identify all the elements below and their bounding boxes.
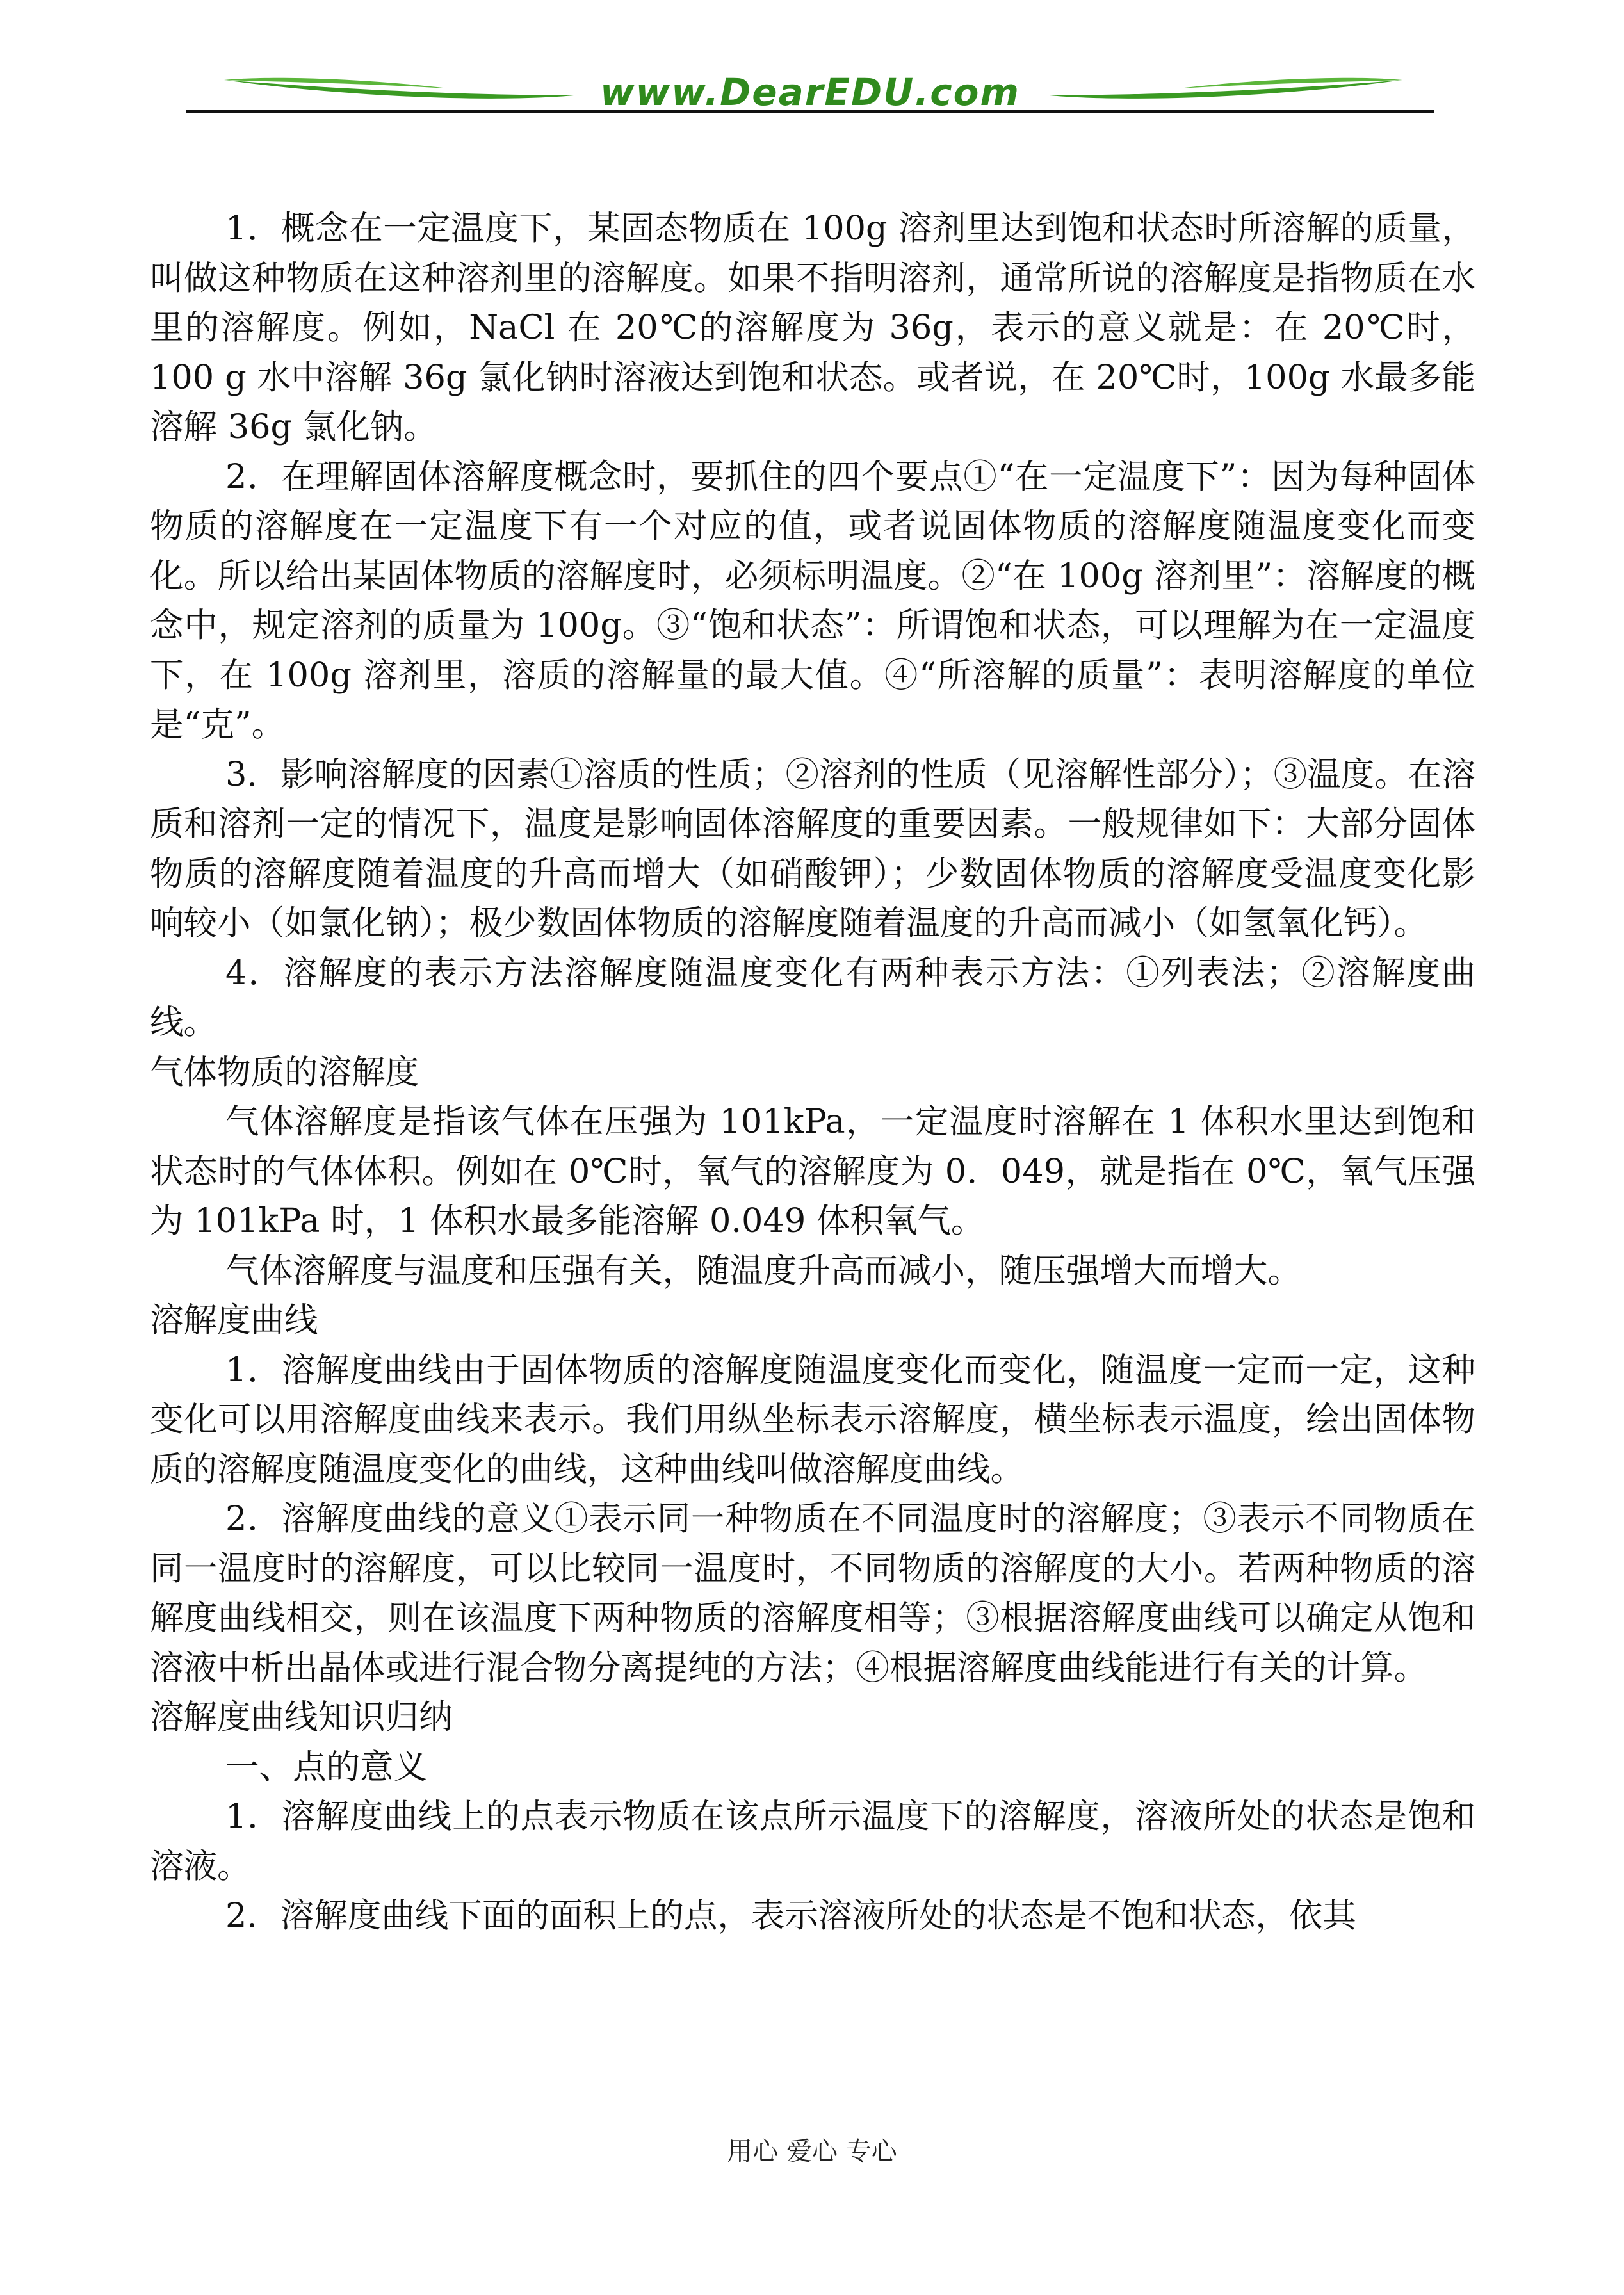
paragraph: 2．在理解固体溶解度概念时，要抓住的四个要点①“在一定温度下”：因为每种固体物质的溶解度在一定温度下有一个对应的值，或者说固体物质的溶解度随温度变化而变化。所以给出某固体物质的溶解度时，必须标明温度。②“在 100g 溶剂里”：溶解度的概念中，规定溶剂的质量为 100g。③“饱和状态”：所谓饱和状态，可以理解为在一定温度下，在 100g 溶剂里，溶质的溶解量的最大值。④“所溶解的质量”：表明溶解度的单位是“克”。: [150, 457, 1475, 744]
paragraph: 4．溶解度的表示方法溶解度随温度变化有两种表示方法：①列表法；②溶解度曲线。: [150, 953, 1475, 1042]
section-heading: 气体物质的溶解度: [150, 1052, 419, 1092]
section-heading: 溶解度曲线: [150, 1301, 318, 1340]
site-logo-text: www.DearEDU.com: [600, 70, 1020, 114]
paragraph: 气体溶解度与温度和压强有关，随温度升高而减小，随压强增大而增大。: [225, 1251, 1302, 1290]
paragraph: 1．溶解度曲线由于固体物质的溶解度随温度变化而变化，随温度一定而一定，这种变化可以用溶解度曲线来表示。我们用纵坐标表示溶解度，横坐标表示温度，绘出固体物质的溶解度随温度变化的曲线，这种曲线叫做溶解度曲线。: [150, 1350, 1475, 1489]
paragraph: 一、点的意义: [225, 1747, 428, 1787]
paragraph: 2．溶解度曲线下面的面积上的点，表示溶液所处的状态是不饱和状态，依其: [225, 1896, 1356, 1935]
left-swoosh: [224, 80, 580, 99]
page-header: [0, 0, 1624, 128]
paragraph: 3．影响溶解度的因素①溶质的性质；②溶剂的性质（见溶解性部分）；③温度。在溶质和溶剂一定的情况下，温度是影响固体溶解度的重要因素。一般规律如下：大部分固体物质的溶解度随着温度的升高而增大（如硝酸钾）；少数固体物质的溶解度受温度变化影响较小（如氯化钠）；极少数固体物质的溶解度随着温度的升高而减小（如氢氧化钙）。: [150, 754, 1475, 943]
section-heading: 溶解度曲线知识归纳: [150, 1698, 453, 1737]
document-body: [150, 204, 1475, 1941]
paragraph: 2．溶解度曲线的意义①表示同一种物质在不同温度时的溶解度；③表示不同物质在同一温度时的溶解度，可以比较同一温度时，不同物质的溶解度的大小。若两种物质的溶解度曲线相交，则在该温度下两种物质的溶解度相等；③根据溶解度曲线可以确定从饱和溶液中析出晶体或进行混合物分离提纯的方法；④根据溶解度曲线能进行有关的计算。: [150, 1499, 1475, 1687]
paragraph: 1．溶解度曲线上的点表示物质在该点所示温度下的溶解度，溶液所处的状态是饱和溶液。: [150, 1797, 1475, 1886]
paragraph: 1．概念在一定温度下，某固态物质在 100g 溶剂里达到饱和状态时所溶解的质量，叫做这种物质在这种溶剂里的溶解度。如果不指明溶剂，通常所说的溶解度是指物质在水里的溶解度。例如，NaCl 在 20℃的溶解度为 36g，表示的意义就是：在 20℃时，100 g 水中溶解 36g 氯化钠时溶液达到饱和状态。或者说，在 20℃时，100g 水最多能溶解 36g 氯化钠。: [150, 209, 1475, 446]
paragraph: 气体溶解度是指该气体在压强为 101kPa，一定温度时溶解在 1 体积水里达到饱和状态时的气体体积。例如在 0℃时，氧气的溶解度为 0．049，就是指在 0℃，氧气压强为 101kPa 时，1 体积水最多能溶解 0.049 体积氧气。: [150, 1102, 1475, 1240]
page-footer: 用心 爱心 专心: [727, 2137, 897, 2166]
right-swoosh: [1044, 80, 1402, 99]
